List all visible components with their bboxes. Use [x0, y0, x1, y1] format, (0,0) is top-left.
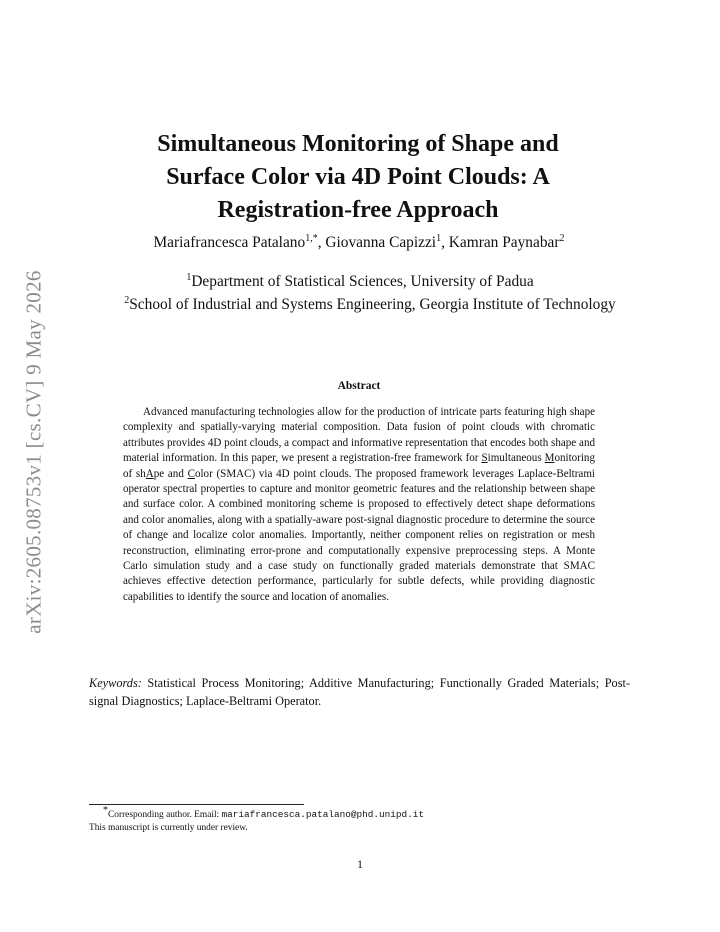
footnote-marker: *: [103, 804, 108, 816]
title-line: Surface Color via 4D Point Clouds: A: [166, 164, 550, 190]
affiliation: [80, 273, 640, 291]
keywords-text: Statistical Process Monitoring; Additive Manufacturing; Functionally Graded Materials; Post-signal Diagnostics; Laplace-Beltrami Operator.: [89, 676, 630, 708]
affiliation-marker: 1: [186, 271, 192, 283]
paper-title: [110, 128, 606, 227]
abstract-heading: Abstract: [337, 380, 381, 392]
affiliation-text: School of Industrial and Systems Engineering, Georgia Institute of Technology: [129, 296, 616, 313]
arxiv-identifier-stamp: arXiv:2605.08753v1 [cs.CV] 9 May 2026: [21, 270, 46, 634]
author-affiliation-marker: 1,*: [305, 232, 318, 244]
keywords-label: Keywords:: [89, 676, 142, 690]
author-affiliation-marker: 1: [436, 232, 442, 244]
title-line: Registration-free Approach: [217, 197, 499, 223]
author-name: Mariafrancesca Patalano: [153, 234, 306, 251]
author-list: Mariafrancesca Patalano$^{1,*}$, Giovanna Capizzi$^1$, Kamran Paynabar$^2$: [153, 232, 565, 251]
email-link[interactable]: mariafrancesca.patalano@phd.unipd.it: [221, 809, 425, 820]
affiliation-marker: 2: [124, 294, 130, 306]
footnote-divider: [89, 804, 304, 805]
author-affiliation-marker: 2: [559, 232, 565, 244]
affiliation-text: Department of Statistical Sciences, University of Padua: [191, 273, 534, 290]
keywords: [89, 674, 630, 710]
footnote-review-status: This manuscript is currently under review.: [89, 823, 248, 833]
title-line: Simultaneous Monitoring of Shape and: [157, 131, 559, 157]
abstract-body: Advanced manufacturing technologies allow for the production of intricate parts featuring high shape complexity and spatially-varying material composition. Data fusion of point clouds with chromatic attributes provides 4D point clouds, a compact and informative representation that encodes both shape and material information. In this paper, we present a registration-free framework for Simultaneous Monitoring of shApe and Color (SMAC) via 4D point clouds. The proposed framework leverages Laplace-Beltrami operator spectral properties to capture and monitor geometric features and the relationship between shape and surface color. A combined monitoring scheme is proposed to effectively detect shape deformations and color anomalies, along with a spatially-aware post-signal diagnostic procedure to determine the source of change and localize color anomalies. Importantly, neither component relies on registration or mesh reconstruction, eliminating error-prone and computationally expensive preprocessing steps. A Monte Carlo simulation study and a case study on functionally graded materials demonstrate that SMAC achieves effective detection performance, particularly for subtle defects, while providing diagnostic capabilities to identify the source and location of anomalies.: [123, 406, 595, 603]
author-name: Kamran Paynabar: [448, 234, 560, 251]
affiliation: [70, 296, 670, 314]
author-name: Giovanna Capizzi: [325, 234, 437, 251]
footnote-corresponding: *Corresponding author. Email: mariafrancesca.patalano@phd.unipd.it: [103, 804, 425, 820]
page-number: 1: [357, 857, 363, 871]
